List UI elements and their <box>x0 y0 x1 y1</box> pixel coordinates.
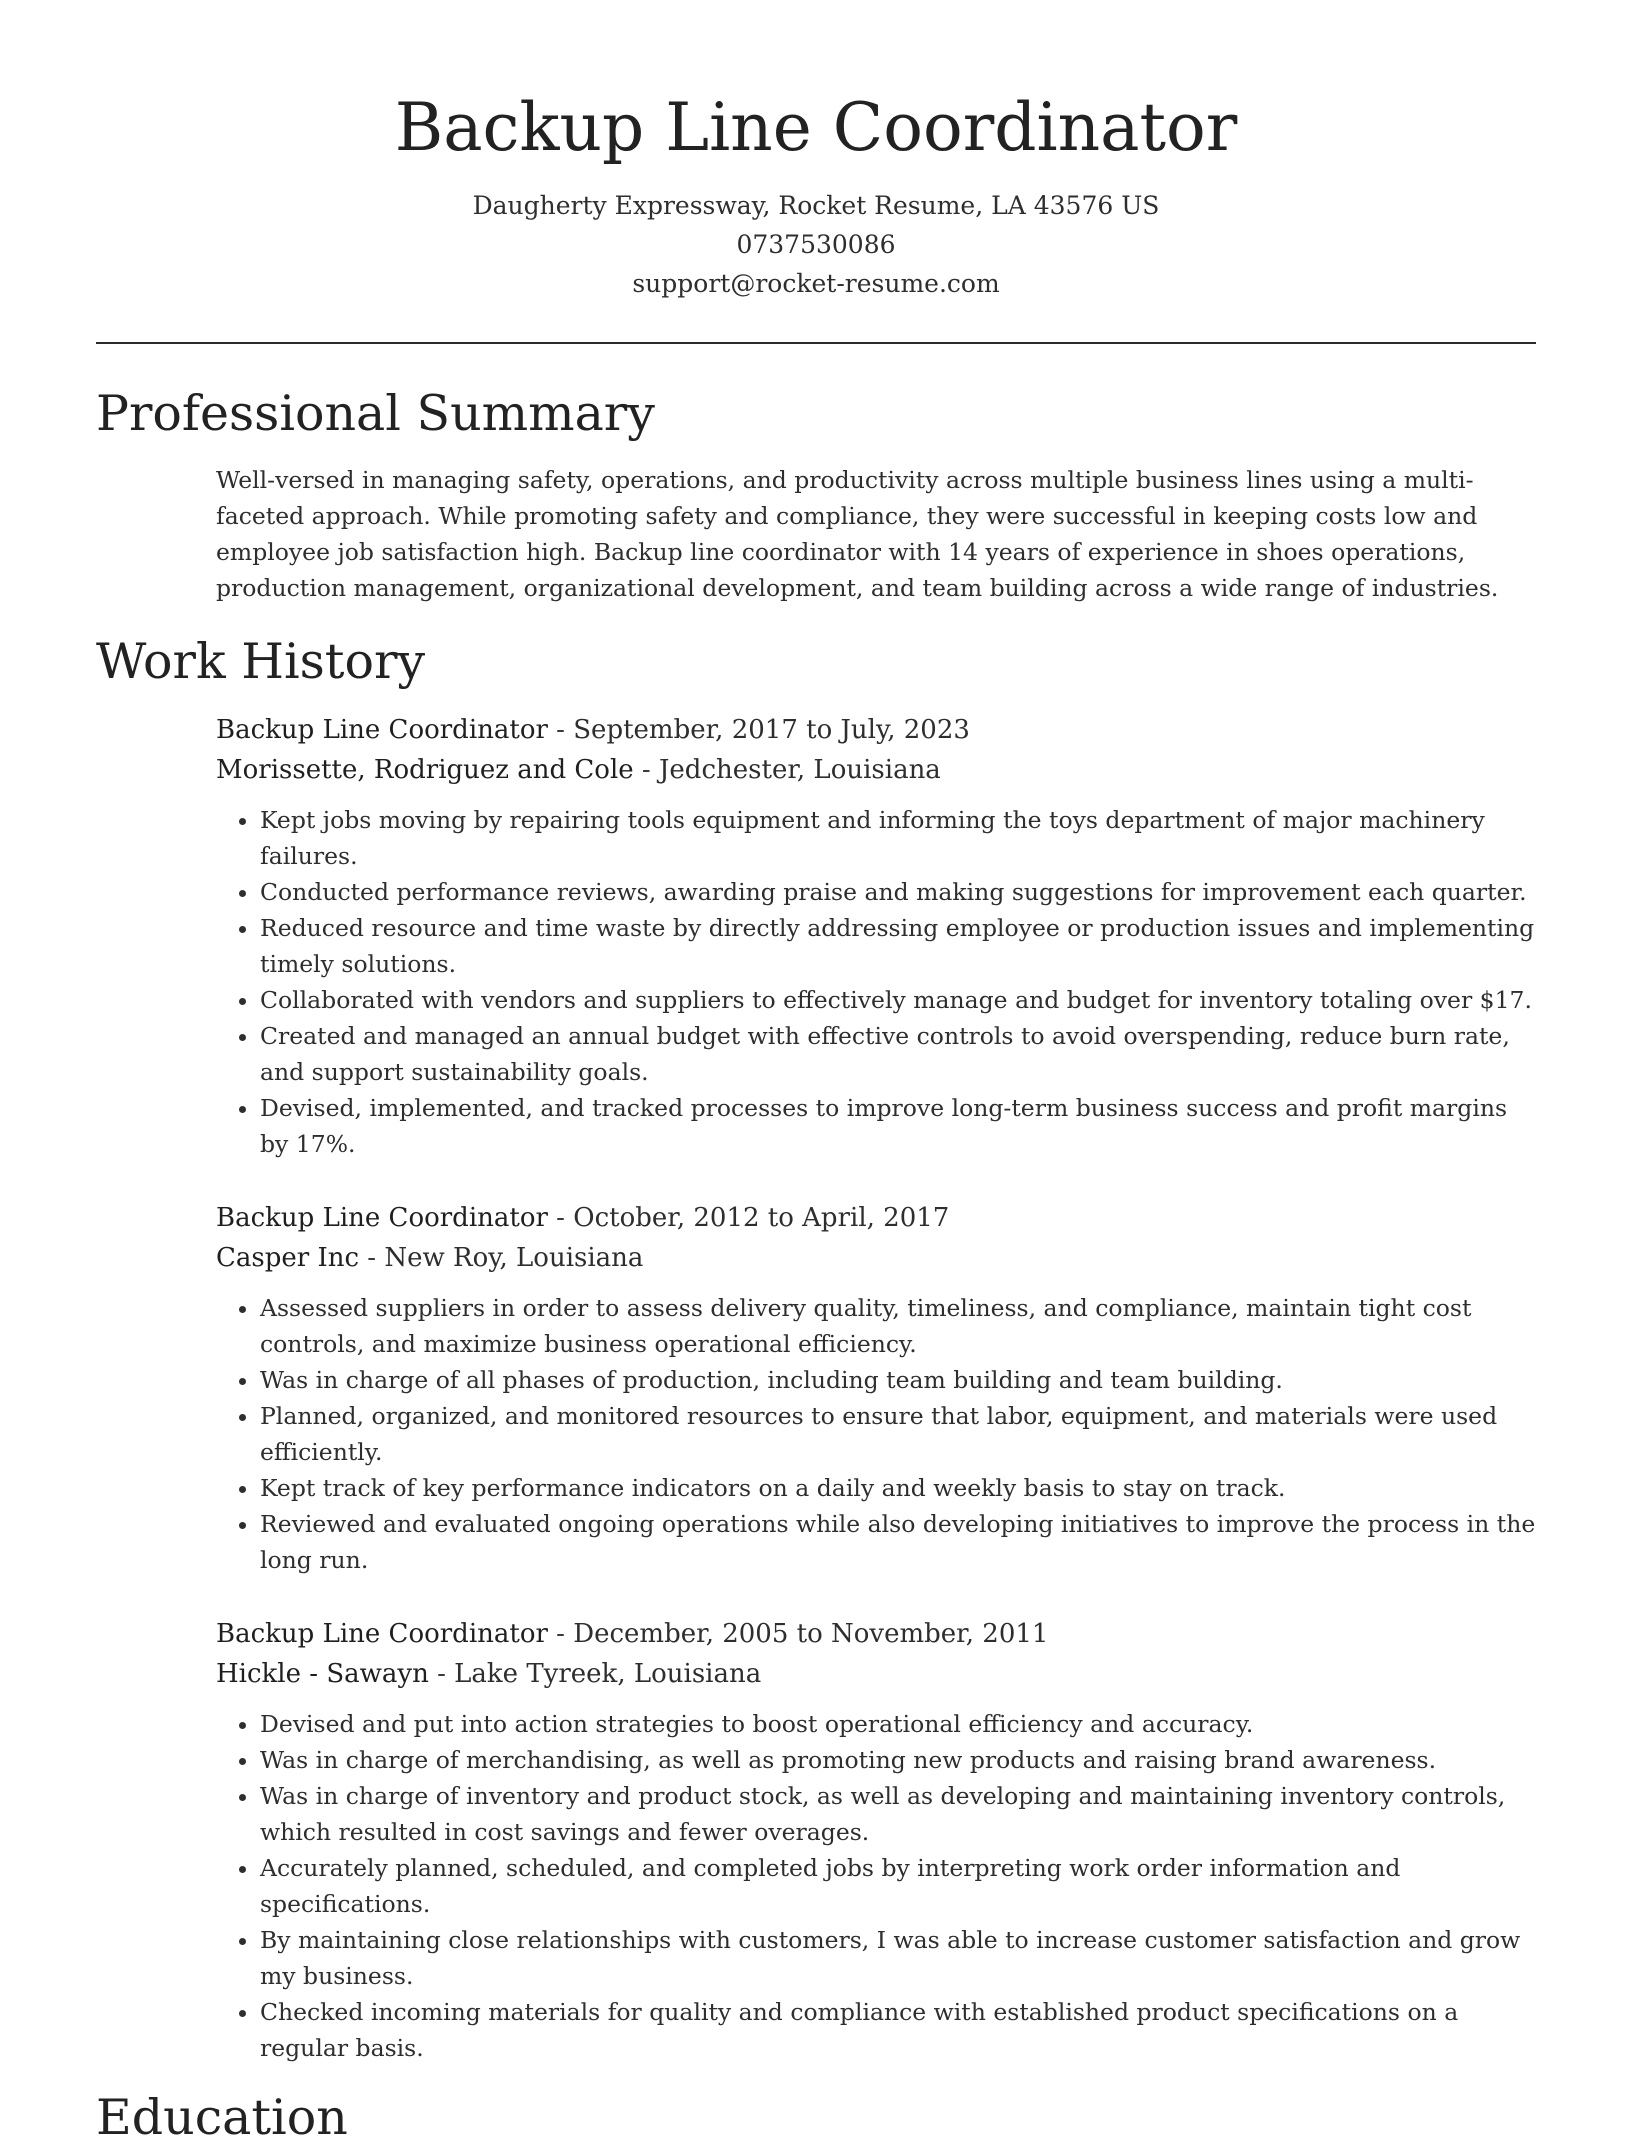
job-position: Backup Line Coordinator <box>216 1619 548 1649</box>
job-location: Lake Tyreek, Louisiana <box>454 1659 762 1689</box>
work-history-heading: Work History <box>96 633 426 690</box>
job-bullet: • Reviewed and evaluated ongoing operations while also developing initiatives to improve the process in the long run. <box>260 1506 1536 1578</box>
job-entry <box>216 1198 1536 1578</box>
job-bullet: • Was in charge of all phases of production, including team building and team building. <box>260 1362 1536 1398</box>
job-bullet: • Kept track of key performance indicators on a daily and weekly basis to stay on track. <box>260 1470 1536 1506</box>
job-bullet: • Accurately planned, scheduled, and completed jobs by interpreting work order information and specifications. <box>260 1850 1536 1922</box>
job-bullet: • By maintaining close relationships with customers, I was able to increase customer satisfaction and grow my business. <box>260 1922 1536 1994</box>
phone-number: 0737530086 <box>736 230 896 259</box>
job-title-line <box>216 1614 1536 1654</box>
candidate-name: Backup Line Coordinator <box>394 89 1238 166</box>
education-heading: Education <box>96 2089 348 2146</box>
title-separator: - <box>547 1619 574 1649</box>
professional-summary-text: Well-versed in managing safety, operations, and productivity across multiple business lines using a multi-faceted approach. While promoting safety and compliance, they were successful in keeping costs low and employee job satisfaction high. Backup line coordinator with 14 years of experience in shoes operations, production management, organizational development, and team building across a wide range of industries. <box>216 466 1499 602</box>
job-location: Jedchester, Louisiana <box>659 755 941 785</box>
job-bullet: • Collaborated with vendors and suppliers to effectively manage and budget for inventory totaling over $17. <box>260 982 1536 1018</box>
title-separator: - <box>547 1203 574 1233</box>
email-address: support@rocket-resume.com <box>632 269 1000 298</box>
job-bullet: • Planned, organized, and monitored resources to ensure that labor, equipment, and materials were used efficiently. <box>260 1398 1536 1470</box>
job-bullet-list <box>216 802 1536 1162</box>
job-bullet: • Was in charge of inventory and product stock, as well as developing and maintaining inventory controls, which resulted in cost savings and fewer overages. <box>260 1778 1536 1850</box>
job-location: New Roy, Louisiana <box>384 1243 644 1273</box>
job-bullet-list <box>216 1290 1536 1578</box>
job-bullet: • Checked incoming materials for quality and compliance with established product specifications on a regular basis. <box>260 1994 1536 2066</box>
job-position: Backup Line Coordinator <box>216 1203 548 1233</box>
resume-header <box>96 78 1536 303</box>
job-bullet: • Reduced resource and time waste by directly addressing employee or production issues and implementing timely solutions. <box>260 910 1536 982</box>
job-entry <box>216 1614 1536 2066</box>
job-dates: October, 2012 to April, 2017 <box>573 1203 950 1233</box>
company-separator: - <box>428 1659 455 1689</box>
job-bullet-list <box>216 1706 1536 2066</box>
job-dates: September, 2017 to July, 2023 <box>573 715 970 745</box>
header-divider <box>96 342 1536 344</box>
job-bullet: • Was in charge of merchandising, as well as promoting new products and raising brand awareness. <box>260 1742 1536 1778</box>
job-bullet: • Kept jobs moving by repairing tools equipment and informing the toys department of major machinery failures. <box>260 802 1536 874</box>
address: Daugherty Expressway, Rocket Resume, LA 43576 US <box>472 191 1160 220</box>
company-separator: - <box>633 755 659 785</box>
professional-summary-heading: Professional Summary <box>96 385 655 442</box>
company-separator: - <box>359 1243 385 1273</box>
job-bullet: • Devised and put into action strategies to boost operational efficiency and accuracy. <box>260 1706 1536 1742</box>
job-company-line <box>216 1238 1536 1278</box>
job-bullet: • Assessed suppliers in order to assess delivery quality, timeliness, and compliance, maintain tight cost controls, and maximize business operational efficiency. <box>260 1290 1536 1362</box>
job-title-line <box>216 1198 1536 1238</box>
job-position: Backup Line Coordinator <box>216 715 548 745</box>
job-title-line <box>216 710 1536 750</box>
job-company-line <box>216 1654 1536 1694</box>
job-company: Morissette, Rodriguez and Cole <box>216 755 634 785</box>
job-bullet: • Devised, implemented, and tracked processes to improve long-term business success and profit margins by 17%. <box>260 1090 1536 1162</box>
job-company: Hickle - Sawayn <box>216 1659 429 1689</box>
title-separator: - <box>547 715 574 745</box>
job-entry <box>216 710 1536 1162</box>
job-company-line <box>216 750 1536 790</box>
job-bullet: • Conducted performance reviews, awarding praise and making suggestions for improvement each quarter. <box>260 874 1536 910</box>
job-bullet: • Created and managed an annual budget with effective controls to avoid overspending, reduce burn rate, and support sustainability goals. <box>260 1018 1536 1090</box>
job-dates: December, 2005 to November, 2011 <box>573 1619 1049 1649</box>
job-company: Casper Inc <box>216 1243 360 1273</box>
